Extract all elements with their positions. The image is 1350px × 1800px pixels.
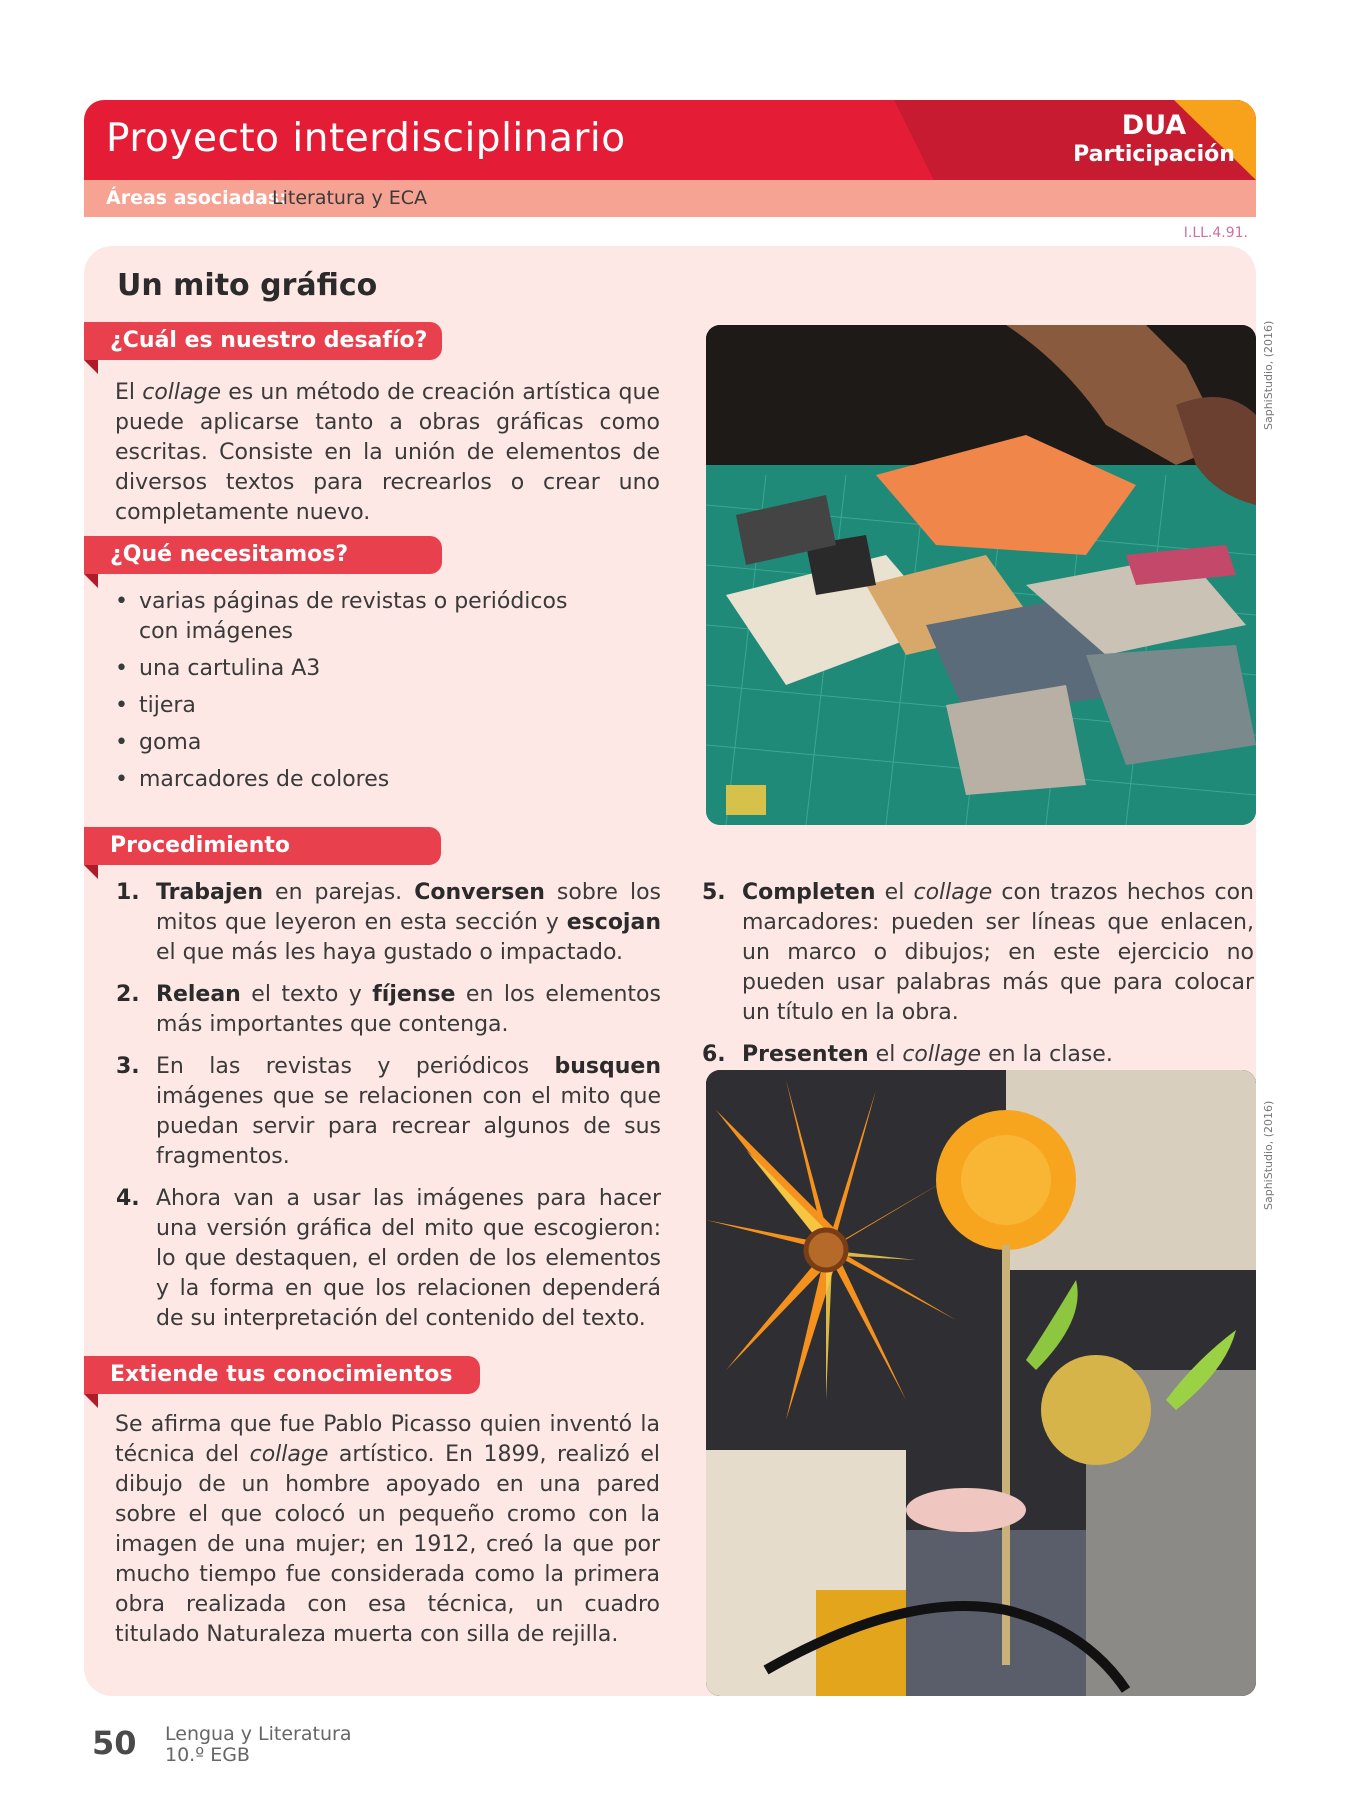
procedure-step: 5. Completen el collage con trazos hechos con marcadores: pueden ser líneas que enlacen, un marco o dibujos; en este ejercicio no pueden usar palabras más que para colocar un título en la obra. [702,880,1254,1025]
list-item: • marcadores de colores [113,765,583,795]
curriculum-code: I.LL.4.91. [1183,225,1248,241]
footer-subject [165,1724,351,1766]
needs-list [113,587,583,802]
procedure-step: 1. Trabajen en parejas. Conversen sobre los mitos que leyeron en esta sección y escojan el que más les haya gustado o impactado. [116,880,661,965]
collage-artwork-photo [706,1070,1256,1696]
list-item: • tijera [113,691,583,721]
collage-term: collage [142,380,221,405]
procedure-step: 3. En las revistas y periódicos busquen imágenes que se relacionen con el mito que puedan servir para recrear algunos de sus fragmentos. [116,1054,661,1169]
section-heading-challenge: ¿Cuál es nuestro desafío? [84,322,442,360]
list-item: • una cartulina A3 [113,654,583,684]
dua-title: DUA [1121,110,1187,141]
header-bar [84,100,1256,180]
extend-text: Se afirma que fue Pablo Picasso quien inventó la técnica del collage artístico. En 1899, realizó el dibujo de un hombre apoyado en una pared sobre el que colocó un pequeño cromo con la imagen de una mujer; en 1912, creó la que por mucho tiempo fue considerada como la primera obra realizada con esa técnica, un cuadro titulado Naturaleza muerta con silla de rejilla. [115,1412,660,1647]
footer-subject-name: Lengua y Literatura [165,1723,352,1745]
collage-making-photo [706,325,1256,825]
photo-credit-bottom: SaphiStudio, (2016) [1262,1100,1275,1210]
dua-subtitle: Participación [1073,142,1235,167]
page-number: 50 [92,1724,137,1762]
procedure-step: 4. Ahora van a usar las imágenes para hacer una versión gráfica del mito que escogieron: lo que destaquen, el orden de los elementos y la forma en que los relacionen dependerá de su interpretación del contenido del texto. [116,1186,661,1331]
flower-collage-illustration [706,1070,1256,1696]
photo-credit-top: SaphiStudio, (2016) [1262,320,1275,430]
section-heading-needs: ¿Qué necesitamos? [84,536,442,574]
header-title: Proyecto interdisciplinario [106,116,626,161]
procedure-step: 6. Presenten el collage en la clase. [702,1042,1113,1067]
areas-bar [84,180,1256,217]
procedure-steps-left [116,878,661,1346]
areas-value: Literatura y ECA [272,187,427,209]
page-title: Un mito gráfico [117,268,378,303]
collage-making-illustration [706,325,1256,825]
challenge-text: El collage es un método de creación artística que puede aplicarse tanto a obras gráficas como escritas. Consiste en la unión de elementos de diversos textos para recrearlos o crear uno completamente nuevo. [115,380,660,525]
procedure-step: 2. Relean el texto y fíjense en los elementos más importantes que contenga. [116,982,661,1037]
footer-grade: 10.º EGB [165,1744,250,1766]
procedure-steps-right [702,878,1254,1082]
section-heading-extend: Extiende tus conocimientos [84,1356,480,1394]
list-item: • goma [113,728,583,758]
section-heading-procedure: Procedimiento [84,827,441,865]
list-item: • varias páginas de revistas o periódicos con imágenes [113,587,583,647]
areas-label: Áreas asociadas: [106,187,287,209]
